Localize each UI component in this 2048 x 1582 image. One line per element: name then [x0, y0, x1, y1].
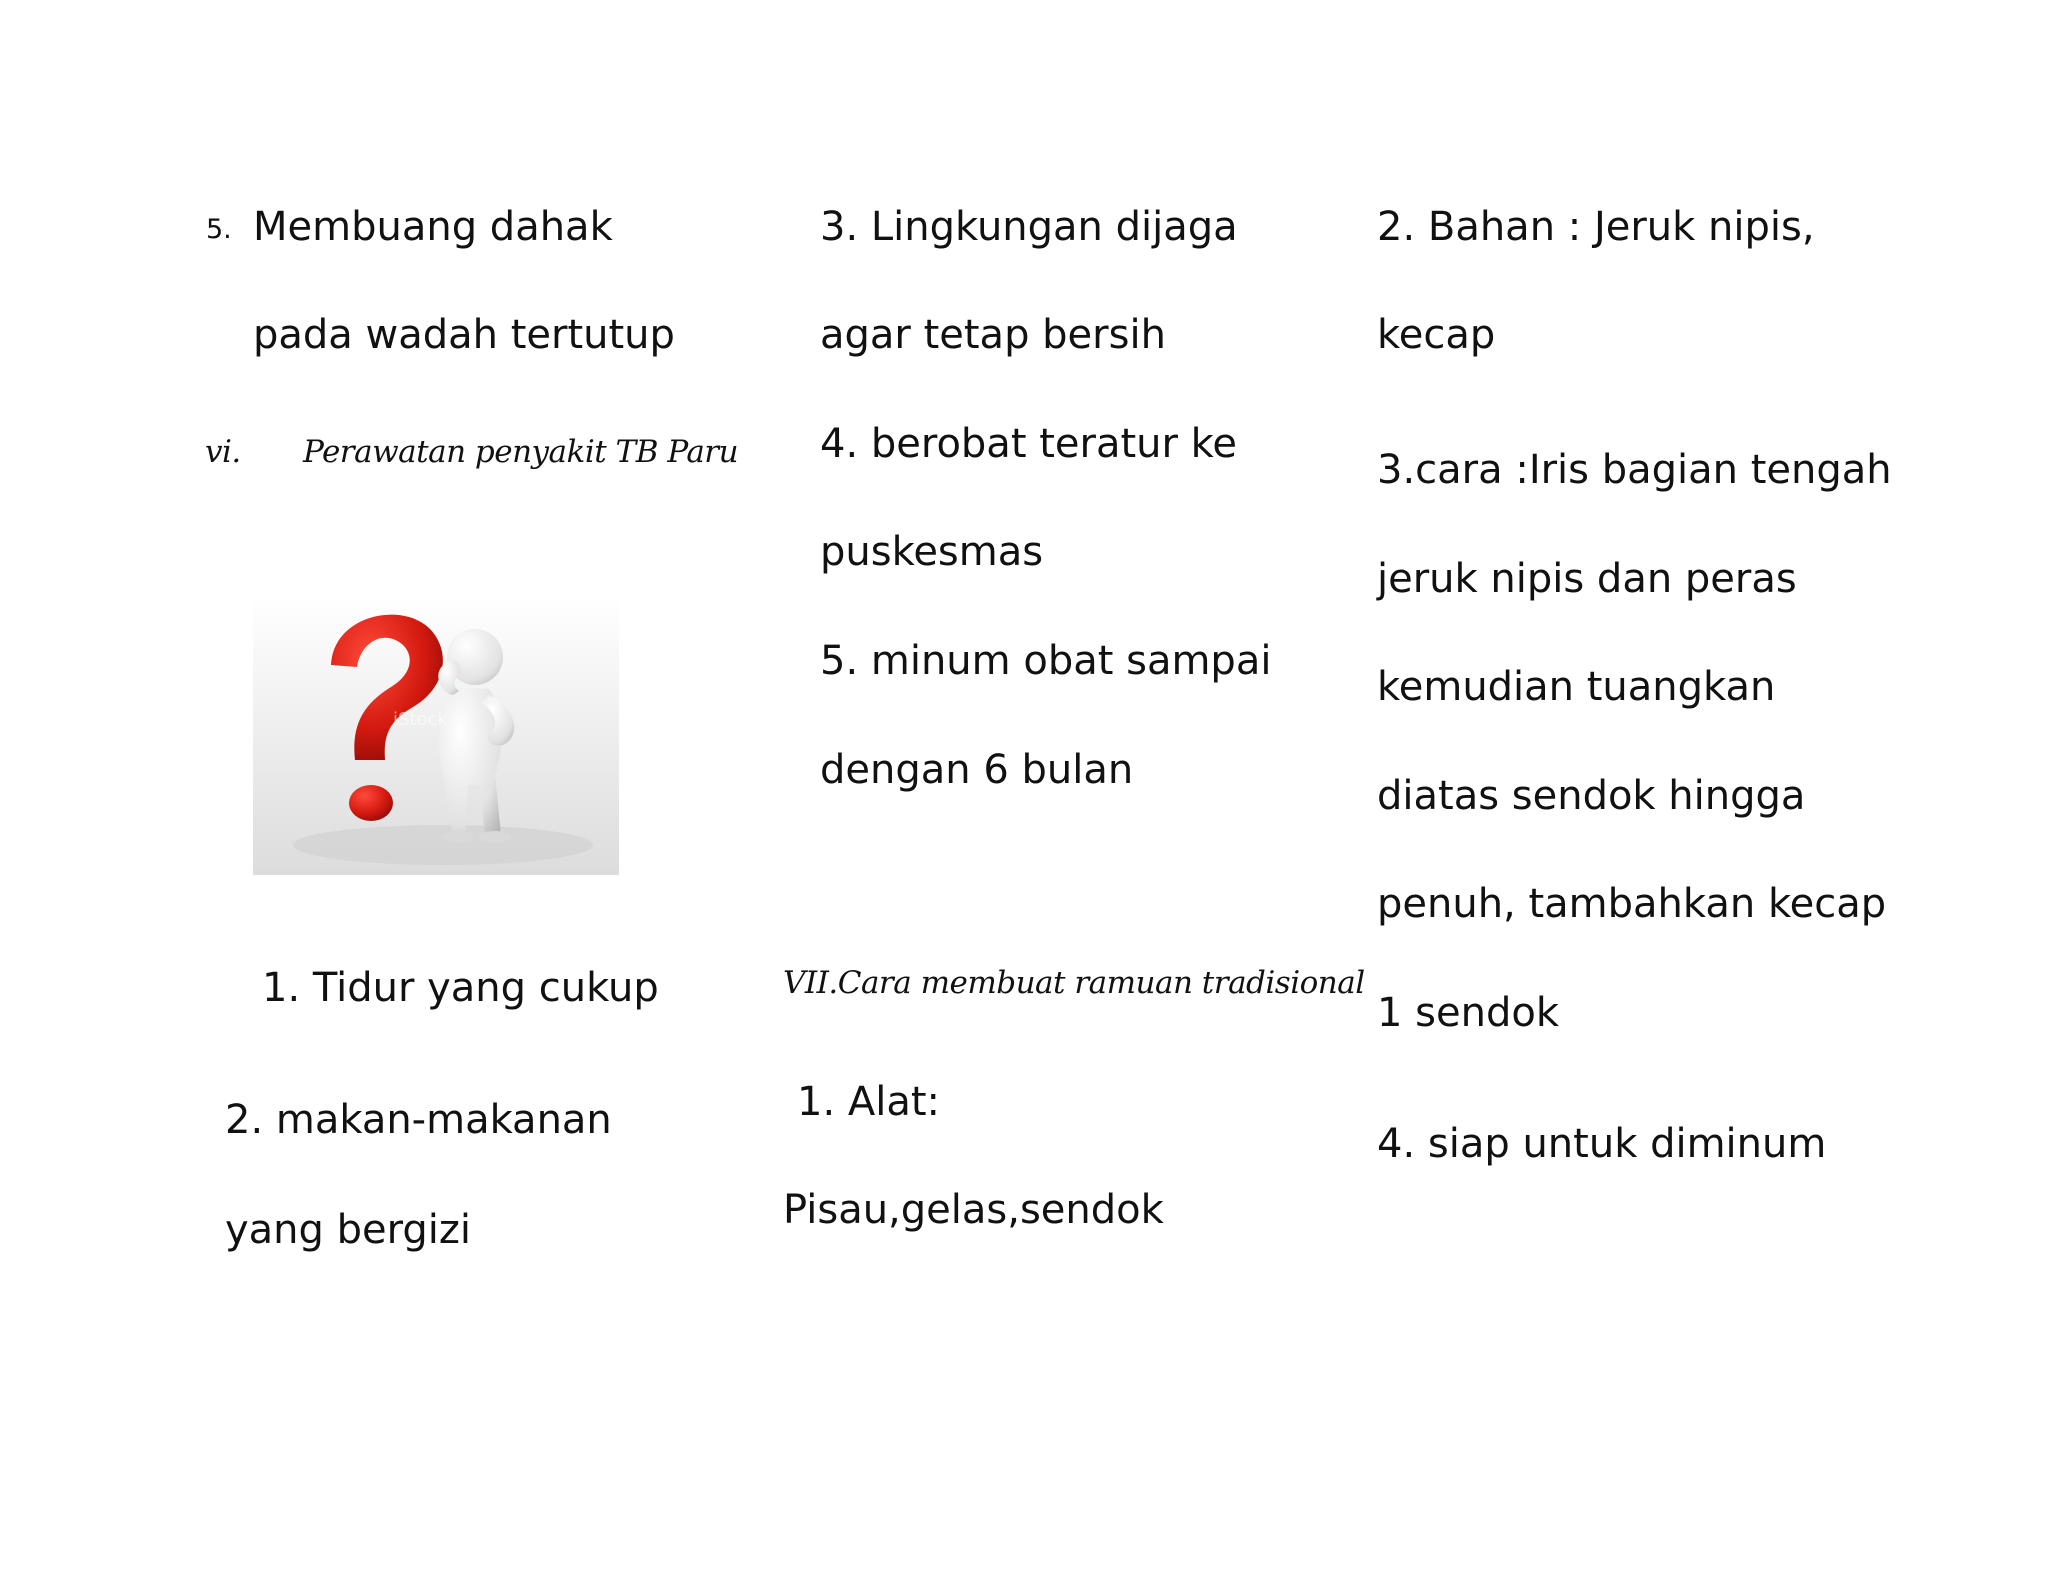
- care-item-5-line-2: dengan 6 bulan: [820, 747, 1134, 793]
- item-5-line-1: Membuang dahak: [253, 204, 613, 250]
- method-line-6: 1 sendok: [1377, 990, 1559, 1036]
- method-line-4: diatas sendok hingga: [1377, 773, 1806, 819]
- section-7-title: VII.Cara membuat ramuan tradisional: [783, 965, 1365, 1001]
- method-line-3: kemudian tuangkan: [1377, 664, 1776, 710]
- section-6-numeral: vi.: [205, 434, 241, 470]
- method-line-5: penuh, tambahkan kecap: [1377, 881, 1887, 927]
- item-5-number: 5.: [206, 214, 232, 245]
- method-line-2: jeruk nipis dan peras: [1377, 556, 1797, 602]
- care-item-2-line-1: 2. makan-makanan: [225, 1097, 612, 1143]
- care-item-4-line-2: puskesmas: [820, 529, 1044, 575]
- care-item-4-line-1: 4. berobat teratur ke: [820, 421, 1238, 467]
- ingredients-line-1: 2. Bahan : Jeruk nipis,: [1377, 204, 1815, 250]
- care-item-3-line-1: 3. Lingkungan dijaga: [820, 204, 1238, 250]
- care-item-3-line-2: agar tetap bersih: [820, 312, 1166, 358]
- care-item-2-line-2: yang bergizi: [225, 1207, 471, 1253]
- ingredients-line-2: kecap: [1377, 312, 1496, 358]
- method-line-1: 3.cara :Iris bagian tengah: [1377, 447, 1892, 493]
- section-6-title: Perawatan penyakit TB Paru: [303, 434, 739, 470]
- care-item-1: 1. Tidur yang cukup: [262, 965, 659, 1011]
- figure-watermark: iStock: [393, 709, 448, 730]
- question-mark-figure-icon: [253, 595, 619, 875]
- serving-line-1: 4. siap untuk diminum: [1377, 1121, 1827, 1167]
- care-item-5-line-1: 5. minum obat sampai: [820, 638, 1272, 684]
- tools-value: Pisau,gelas,sendok: [783, 1187, 1164, 1233]
- item-5-line-2: pada wadah tertutup: [253, 312, 675, 358]
- tools-label: 1. Alat:: [797, 1079, 941, 1125]
